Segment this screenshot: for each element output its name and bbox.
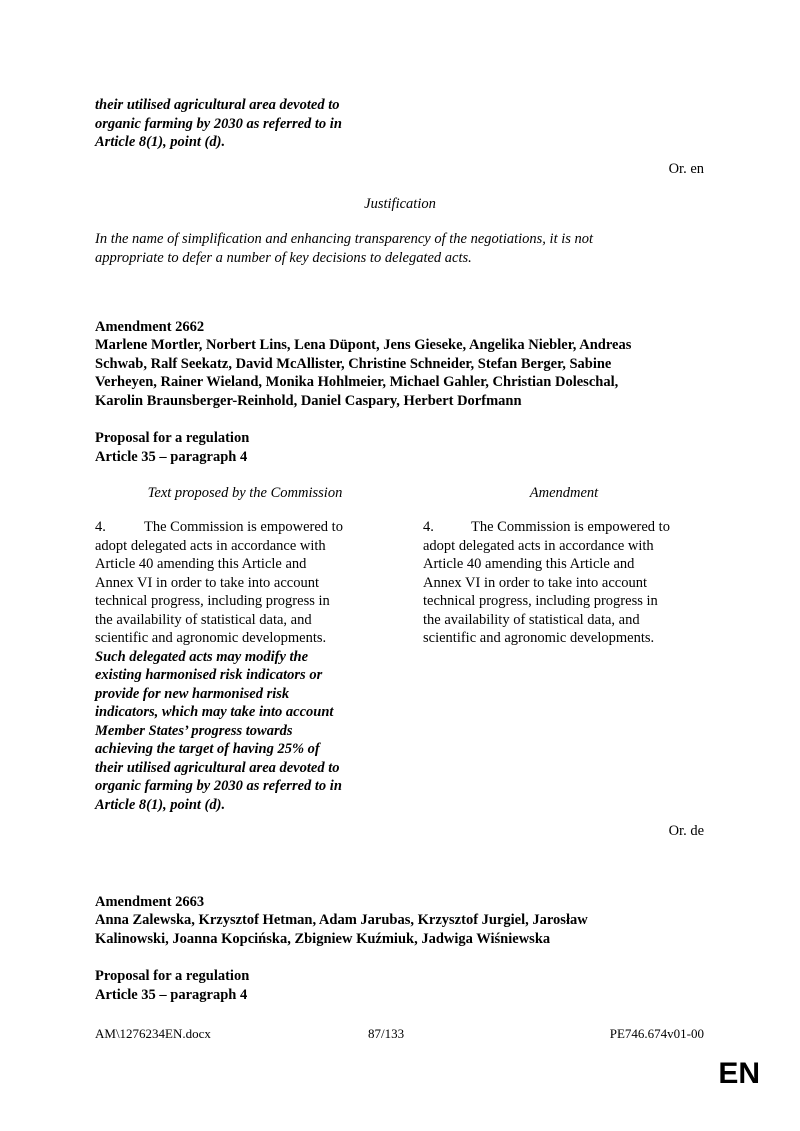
- amendment-authors: [95, 336, 631, 410]
- text-line: 4. The Commission is empowered to: [423, 519, 670, 535]
- proposal-label: [95, 967, 249, 1004]
- footer-doc-ref: AM\1276234EN.docx: [95, 1026, 211, 1041]
- amendment-authors: [95, 911, 588, 948]
- language-badge: EN: [718, 1057, 760, 1090]
- justification-heading: Justification: [364, 196, 436, 212]
- origin-language: Or. en: [668, 161, 704, 177]
- text-line: Article 35 – paragraph 4: [95, 448, 248, 465]
- amendment-number: Amendment 2662: [95, 319, 205, 335]
- text-line: the availability of statistical data, and: [95, 611, 312, 628]
- deleted-text-line: their utilised agricultural area devoted to: [95, 759, 340, 776]
- deleted-text-line: organic farming by 2030 as referred to in: [95, 778, 342, 794]
- origin-language: Or. de: [668, 823, 704, 839]
- deleted-text-line: indicators, which may take into account: [95, 704, 334, 720]
- column-header-commission: Text proposed by the Commission: [147, 485, 343, 501]
- text-line: Karolin Braunsberger-Reinhold, Daniel Caspary, Herbert Dorfmann: [95, 392, 522, 409]
- text-line: appropriate to defer a number of key decisions to delegated acts.: [95, 249, 472, 266]
- column-header-amendment: Amendment: [529, 485, 599, 501]
- text-line: adopt delegated acts in accordance with: [423, 537, 654, 554]
- deleted-text-line: Such delegated acts may modify the: [95, 648, 309, 665]
- text-line: Annex VI in order to take into account: [95, 574, 320, 591]
- text-line: Verheyen, Rainer Wieland, Monika Hohlmeier, Michael Gahler, Christian Doleschal,: [95, 374, 619, 390]
- text-line: Article 40 amending this Article and: [95, 556, 307, 572]
- deleted-text-line: Member States’ progress towards: [95, 722, 293, 739]
- text-line: organic farming by 2030 as referred to in: [95, 115, 342, 132]
- text-line: scientific and agronomic developments.: [423, 630, 655, 646]
- text-line: scientific and agronomic developments.: [95, 630, 327, 646]
- deleted-text-line: existing harmonised risk indicators or: [95, 667, 323, 683]
- amendment-text-column: [423, 518, 698, 648]
- text-line: adopt delegated acts in accordance with: [95, 537, 326, 554]
- text-line: Annex VI in order to take into account: [423, 574, 648, 591]
- commission-text-column: [95, 518, 370, 814]
- deleted-text-line: provide for new harmonised risk: [95, 685, 290, 702]
- justification-text: [95, 230, 593, 267]
- footer-page-number: 87/133: [368, 1026, 405, 1041]
- proposal-label: [95, 429, 249, 466]
- text-line: Marlene Mortler, Norbert Lins, Lena Düpont, Jens Gieseke, Angelika Niebler, Andreas: [95, 337, 632, 353]
- text-line: Proposal for a regulation: [95, 968, 250, 984]
- text-line: their utilised agricultural area devoted to: [95, 97, 340, 113]
- text-line: technical progress, including progress in: [423, 593, 658, 609]
- text-line: In the name of simplification and enhancing transparency of the negotiations, it is not: [95, 231, 594, 247]
- text-line: 4. The Commission is empowered to: [95, 519, 343, 535]
- text-line: Article 40 amending this Article and: [423, 556, 635, 572]
- text-line: Article 35 – paragraph 4: [95, 986, 248, 1003]
- text-line: the availability of statistical data, and: [423, 611, 640, 628]
- text-line: Schwab, Ralf Seekatz, David McAllister, Christine Schneider, Stefan Berger, Sabine: [95, 355, 612, 372]
- text-line: Article 8(1), point (d).: [95, 134, 226, 150]
- continuation-text: [95, 96, 342, 152]
- text-line: Proposal for a regulation: [95, 430, 250, 446]
- text-line: Kalinowski, Joanna Kopcińska, Zbigniew Kuźmiuk, Jadwiga Wiśniewska: [95, 930, 551, 947]
- deleted-text-line: achieving the target of having 25% of: [95, 741, 320, 757]
- paragraph-number: 4.: [95, 519, 106, 535]
- amendment-number: Amendment 2663: [95, 894, 205, 910]
- text-line: technical progress, including progress in: [95, 593, 330, 609]
- text-line: Anna Zalewska, Krzysztof Hetman, Adam Jarubas, Krzysztof Jurgiel, Jarosław: [95, 912, 588, 928]
- footer-pe-ref: PE746.674v01-00: [609, 1026, 704, 1041]
- paragraph-number: 4.: [423, 519, 434, 535]
- deleted-text-line: Article 8(1), point (d).: [95, 796, 226, 813]
